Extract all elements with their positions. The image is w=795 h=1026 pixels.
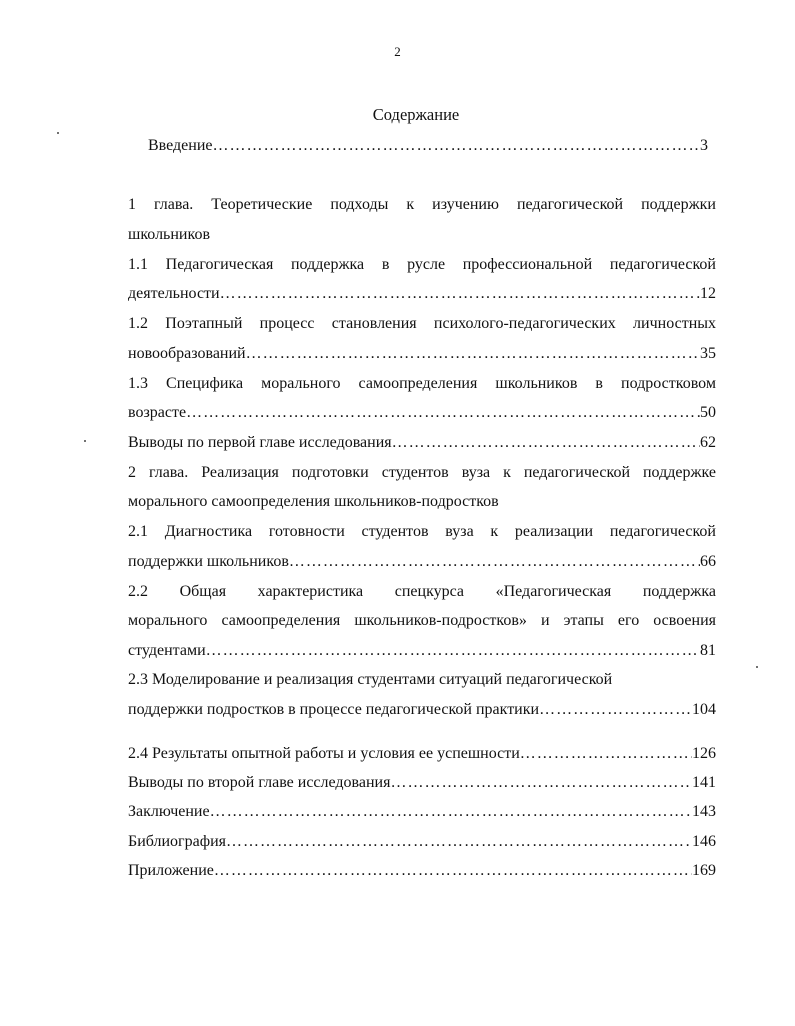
toc-entry-text: деятельности xyxy=(128,285,220,302)
toc-entry-page: 146 xyxy=(692,833,716,850)
toc-entry-page: 35 xyxy=(700,345,716,362)
toc-entry-page: 81 xyxy=(700,642,716,659)
toc-entry-page: 3 xyxy=(700,137,708,154)
dot-leader xyxy=(213,136,701,156)
toc-entry-1-2[interactable] xyxy=(128,344,716,364)
toc-chapter-1-line1: 1 глава. Теоретические подходы к изучению педагогической поддержки xyxy=(128,196,716,213)
toc-entry-page: 62 xyxy=(700,434,716,451)
toc-entry-text: Выводы по второй главе исследования xyxy=(128,774,391,791)
toc-entry-page: 12 xyxy=(700,285,716,302)
toc-section-1-1-line1: 1.1 Педагогическая поддержка в русле профессиональной педагогической xyxy=(128,256,716,273)
toc-entry-1-1[interactable] xyxy=(128,284,716,304)
dot-leader xyxy=(210,802,692,822)
toc-chapter-2-line1: 2 глава. Реализация подготовки студентов вуза к педагогической поддержке xyxy=(128,464,716,481)
toc-entry-2-3[interactable] xyxy=(128,700,716,720)
toc-entry-page: 143 xyxy=(692,803,716,820)
toc-entry-2-1[interactable] xyxy=(128,552,716,572)
toc-chapter-2-line2: морального самоопределения школьников-подростков xyxy=(128,493,499,510)
toc-entry-conclusions-2[interactable] xyxy=(128,773,716,793)
scan-speck xyxy=(84,440,86,442)
toc-entry-text: возрасте xyxy=(128,404,187,421)
dot-leader xyxy=(246,344,700,364)
dot-leader xyxy=(539,700,692,720)
toc-section-2-3-line1: 2.3 Моделирование и реализация студентами ситуаций педагогической xyxy=(128,671,613,688)
toc-entry-page: 126 xyxy=(692,745,716,762)
toc-entry-page: 104 xyxy=(692,701,716,718)
toc-entry-text: поддержки подростков в процессе педагогической практики xyxy=(128,701,540,718)
toc-entry-page: 141 xyxy=(692,774,716,791)
toc-section-1-2-line1: 1.2 Поэтапный процесс становления психолого-педагогических личностных xyxy=(128,315,716,332)
toc-entry-2-4[interactable] xyxy=(128,744,716,764)
dot-leader xyxy=(220,284,700,304)
scan-speck xyxy=(756,666,758,668)
toc-entry-text: студентами xyxy=(128,642,206,659)
toc-entry-text: Библиография xyxy=(128,833,226,850)
dot-leader xyxy=(206,641,700,661)
toc-entry-intro[interactable] xyxy=(148,136,708,156)
dot-leader xyxy=(392,433,700,453)
toc-entry-text: новообразований xyxy=(128,345,246,362)
toc-entry-bibliography[interactable] xyxy=(128,832,716,852)
toc-section-2-2-line1: 2.2 Общая характеристика спецкурса «Педагогическая поддержка xyxy=(128,583,716,600)
toc-entry-page: 66 xyxy=(700,553,716,570)
toc-entry-text: Приложение xyxy=(128,862,214,879)
toc-title: Содержание xyxy=(372,105,460,124)
toc-entry-conclusion[interactable] xyxy=(128,802,716,822)
toc-entry-text: 2.4 Результаты опытной работы и условия ее успешности xyxy=(128,745,520,762)
toc-section-1-3-line1: 1.3 Специфика морального самоопределения школьников в подростковом xyxy=(128,375,716,392)
toc-entry-text: Выводы по первой главе исследования xyxy=(128,434,392,451)
toc-entry-text: Заключение xyxy=(128,803,210,820)
dot-leader xyxy=(186,403,700,423)
dot-leader xyxy=(390,773,692,793)
toc-entry-text: поддержки школьников xyxy=(128,553,289,570)
dot-leader xyxy=(226,832,692,852)
scan-speck xyxy=(57,132,59,134)
toc-entry-page: 50 xyxy=(700,404,716,421)
toc-section-2-1-line1: 2.1 Диагностика готовности студентов вуза к реализации педагогической xyxy=(128,523,716,540)
toc-entry-text: Введение xyxy=(148,137,213,154)
toc-entry-conclusions-1[interactable] xyxy=(128,433,716,453)
toc-entry-2-2[interactable] xyxy=(128,641,716,661)
toc-chapter-1-line2: школьников xyxy=(128,226,210,243)
dot-leader xyxy=(520,744,692,764)
toc-entry-page: 169 xyxy=(692,862,716,879)
dot-leader xyxy=(289,552,700,572)
toc-entry-1-3[interactable] xyxy=(128,403,716,423)
toc-section-2-2-line2: морального самоопределения школьников-подростков» и этапы его освоения xyxy=(128,612,716,629)
toc-entry-appendix[interactable] xyxy=(128,861,716,881)
dot-leader xyxy=(214,861,692,881)
page-number: 2 xyxy=(394,44,401,59)
